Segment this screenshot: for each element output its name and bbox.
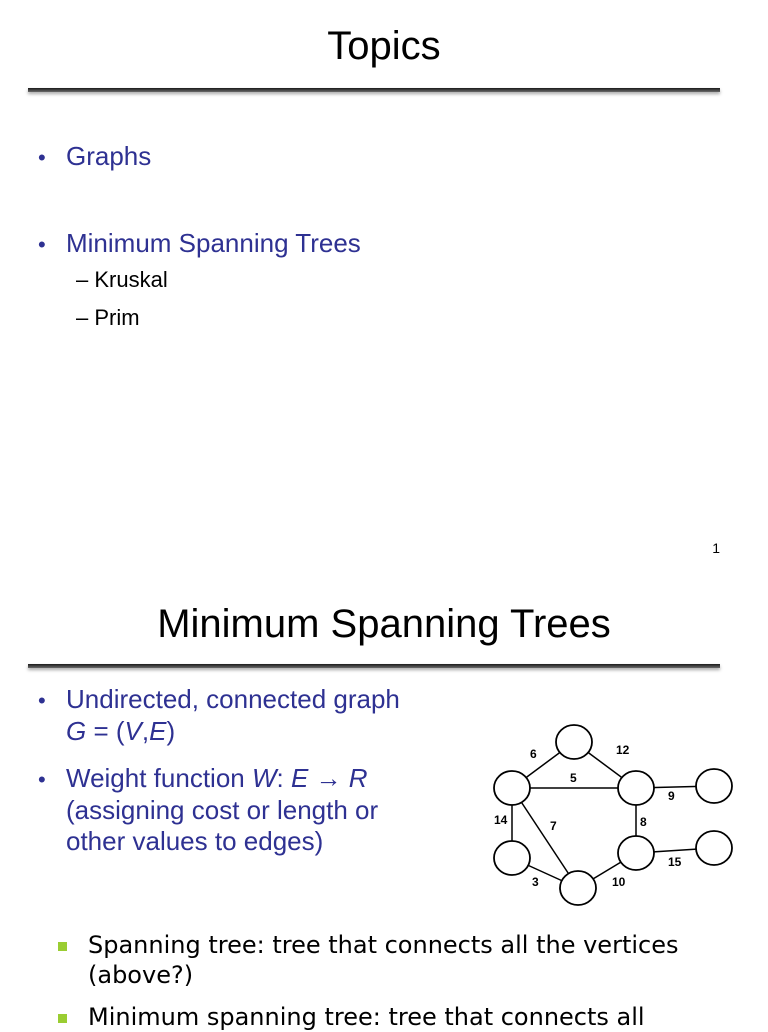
graph-node bbox=[556, 725, 592, 759]
weight-label: 3 bbox=[532, 875, 539, 889]
graph-node bbox=[696, 769, 732, 803]
bullet-formula: G = (V,E) bbox=[66, 716, 176, 746]
slide-title: Topics bbox=[327, 24, 441, 68]
bullet-undirected-graph bbox=[38, 684, 400, 747]
bullet-dot: • bbox=[38, 232, 46, 257]
square-bullet-text: Minimum spanning tree: tree that connects all bbox=[88, 1003, 645, 1031]
weight-label: 6 bbox=[530, 747, 537, 761]
square-bullet-minimum-spanning-tree bbox=[58, 1002, 748, 1032]
weight-label: 10 bbox=[612, 875, 626, 889]
bullet-weight-function: • Weight function W: E → R (assigning cost or length or other values to edges) bbox=[38, 763, 379, 856]
square-bullet-spanning-tree bbox=[58, 930, 748, 990]
bullet-text: Graphs bbox=[66, 141, 152, 171]
graph-node bbox=[494, 771, 530, 805]
bullet-line: other values to edges) bbox=[66, 826, 324, 856]
square-bullet-text: Spanning tree: tree that connects all the vertices (above?) bbox=[88, 931, 679, 989]
title-rule bbox=[28, 88, 720, 92]
graph-node bbox=[560, 871, 596, 905]
title-rule bbox=[28, 664, 720, 668]
bullet-mst bbox=[38, 227, 361, 261]
graph-node bbox=[696, 831, 732, 865]
bullet-dot: • bbox=[38, 145, 46, 170]
bullet-dot: • bbox=[38, 767, 46, 792]
bullet-line: (assigning cost or length or bbox=[66, 795, 379, 825]
weighted-graph-diagram bbox=[484, 718, 744, 914]
graph-node bbox=[494, 841, 530, 875]
bullet-line: Undirected, connected graph bbox=[66, 684, 400, 714]
weight-label: 9 bbox=[668, 789, 675, 803]
sub-bullet-prim: – Prim bbox=[76, 305, 140, 330]
graph-node bbox=[618, 836, 654, 870]
weight-label: 12 bbox=[616, 743, 630, 757]
sub-bullet-kruskal: – Kruskal bbox=[76, 267, 168, 292]
page-number: 1 bbox=[712, 540, 720, 556]
weight-label: 8 bbox=[640, 815, 647, 829]
weight-label: 7 bbox=[550, 819, 557, 833]
square-bullet-marker bbox=[58, 1014, 67, 1023]
graph-node bbox=[618, 771, 654, 805]
bullet-graphs bbox=[38, 140, 151, 174]
square-bullet-marker bbox=[58, 942, 67, 951]
slide-title: Minimum Spanning Trees bbox=[157, 602, 611, 646]
weight-label: 15 bbox=[668, 855, 682, 869]
bullet-dot: • bbox=[38, 688, 46, 713]
slide-mst bbox=[0, 580, 768, 1031]
bullet-text: Minimum Spanning Trees bbox=[66, 228, 361, 258]
weight-label: 14 bbox=[494, 813, 508, 827]
weight-label: 5 bbox=[570, 771, 577, 785]
